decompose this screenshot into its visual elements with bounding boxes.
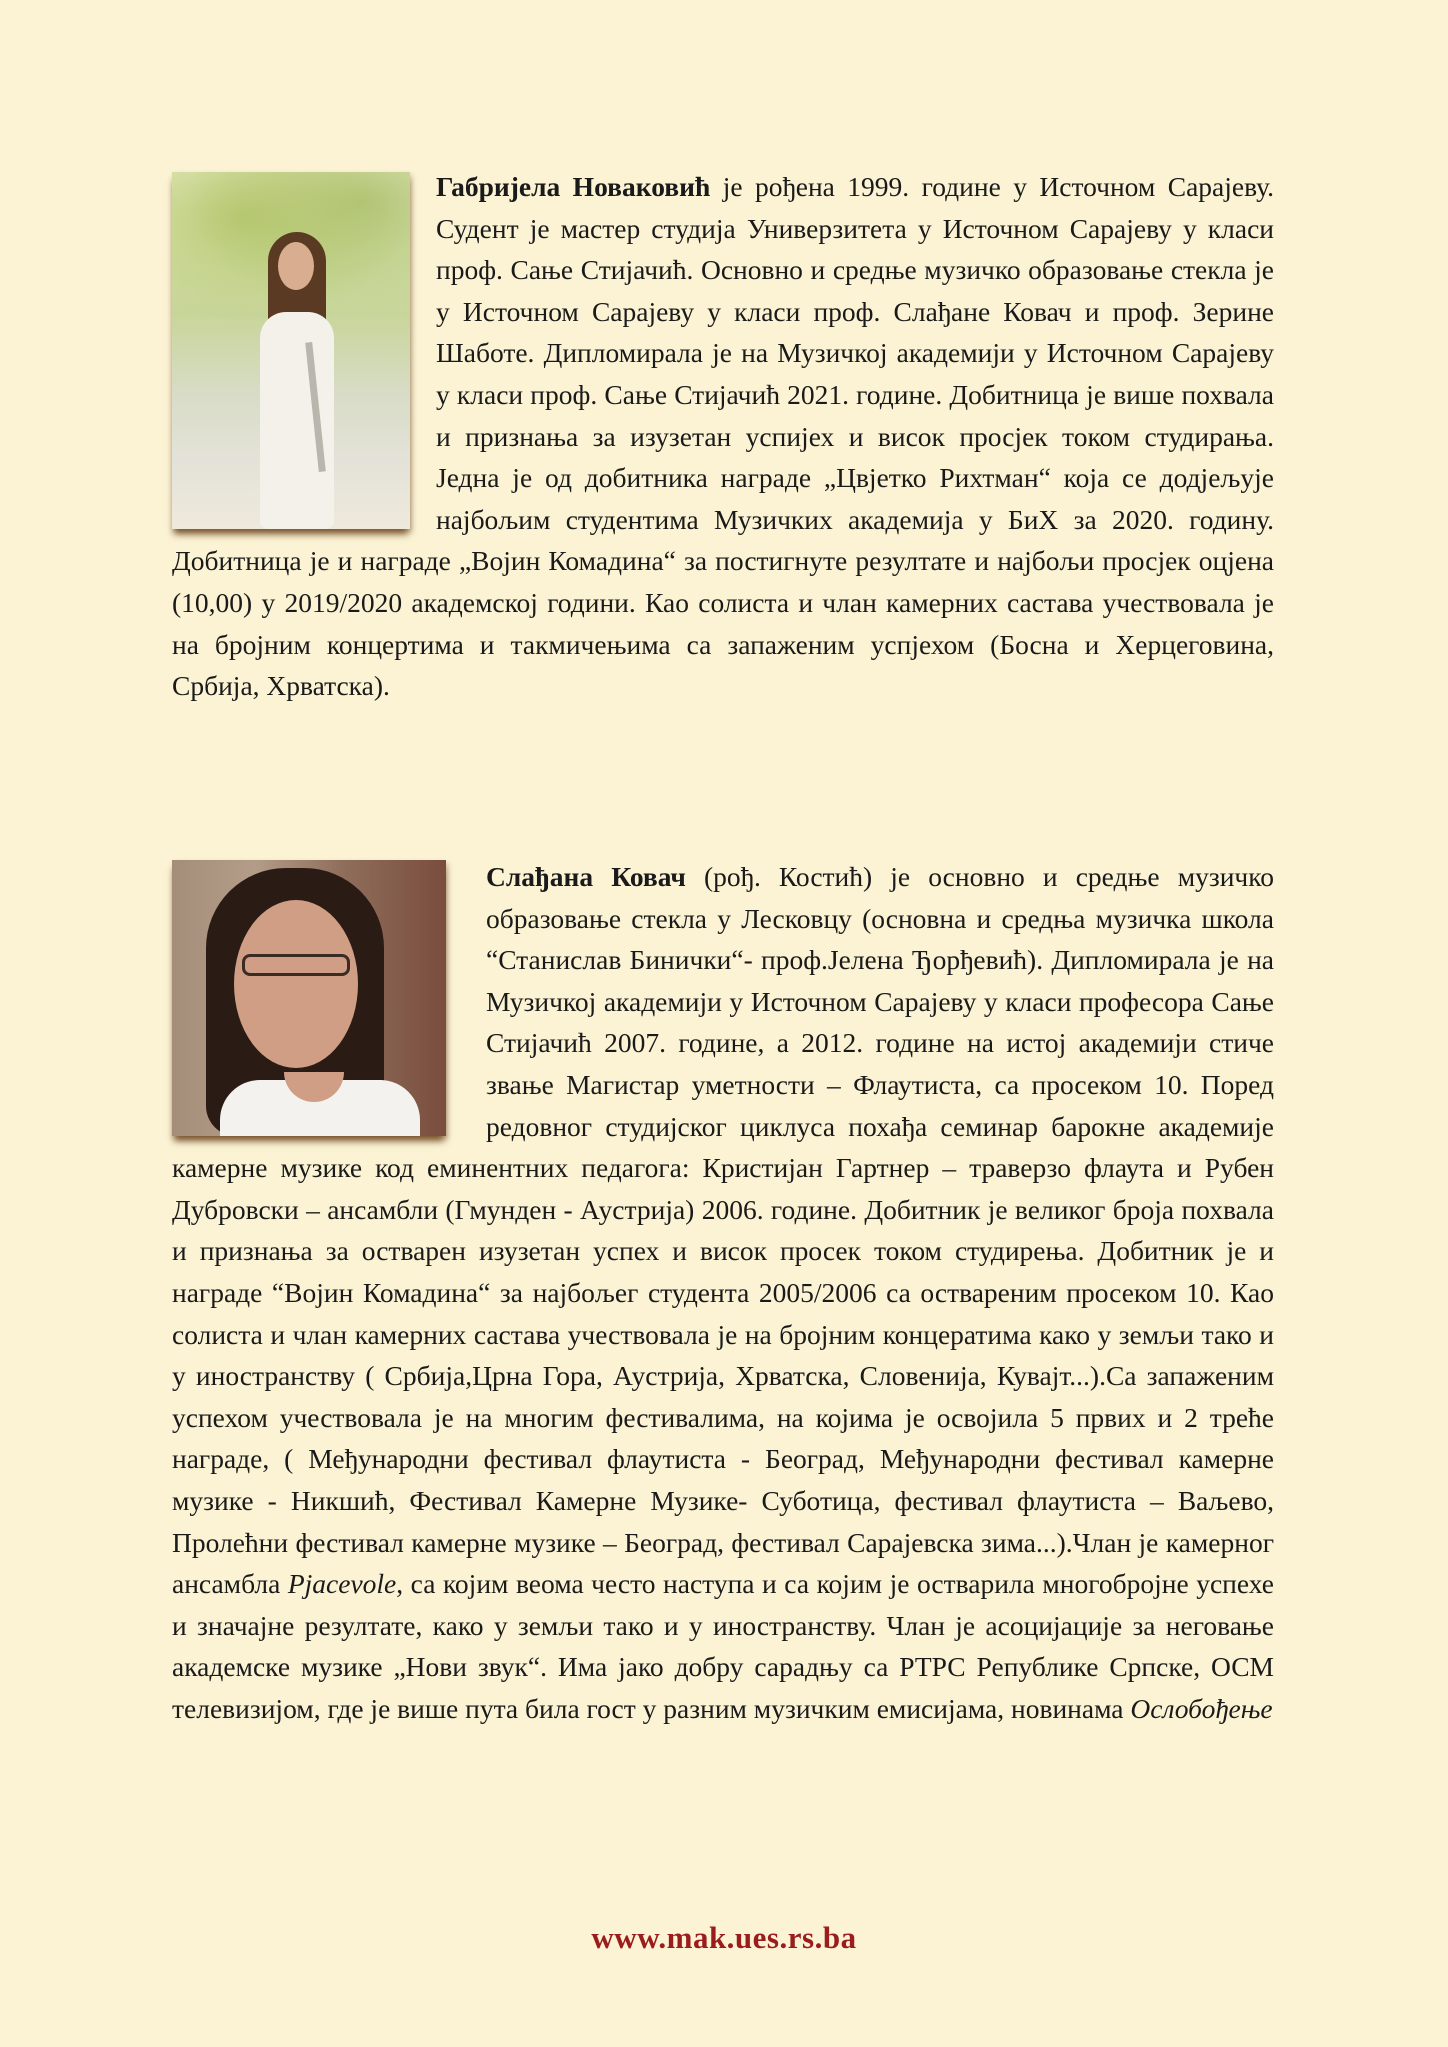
ensemble-name: Pjacevole [287,1568,397,1600]
photo-figure [260,312,334,529]
bio-section-kovac [172,856,1274,1729]
photo-face [234,900,358,1068]
bio-name: Слађана Ковач [486,861,686,892]
footer-website-url: www.mak.ues.rs.ba [591,1920,857,1955]
photo-face [278,242,314,290]
photo-glasses [242,954,350,976]
portrait-photo-novakovic [172,172,410,529]
portrait-photo-kovac [172,860,446,1136]
bio-text: (рођ. Костић) је основно и средње музичко образовање стекла у Лесковцу (основна и средња музичка школа “Станислав Бинички“- проф.Јелена Ђорђевић). Дипломирала је на Музичкој академији у Источном Сарајеву у класи професора Сање Стијачић 2007. године, а 2012. године на истој академији стиче звање Магистар уметности – Флаутиста, са просеком 10. Поред редовног студијског циклуса похађа семинар барокне академије камерне музике код еминентних педагога: Кристијан Гартнер – траверзо флаута и Рубен Дубровски – ансамбли (Гмунден - Аустрија) 2006. године. Добитник је великог броја похвала и признања за остварен изузетан успех и висок просек током студирења. Добитник је и награде “Војин Комадина“ за најбољег студента 2005/2006 са оствареним просеком 10. Као солиста и члан камерних састава учествовала је на бројним концератима како у земљи тако и у иностранству ( Србија,Црна Гора, Аустрија, Хрватска, Словенија, Кувајт...).Са запаженим успехом учествовала је на многим фестивалима, на којима је освојила 5 првих и 2 треће награде, ( Међународни фестивал флаутиста - Београд, Међународни фестивал камерне музике - Никшић, Фестивал Камерне Музике- Суботица, фестивал флаутиста – Ваљево, Пролећни фестивал камерне музике – Београд, фестивал Сарајевска зима...).Члан је камерног ансамбла [172,861,1274,1600]
bio-text: је рођена 1999. године у Источном Сарајеву. Судент је мастер студија Универзитета у Источном Сарајеву у класи проф. Сање Стијачић. Основно и средње музичко образовање стекла је у Источном Сарајеву у класи проф. Слађане Ковач и проф. Зерине Шаботе. Дипломирала је на Музичкој академији у Источном Сарајеву у класи проф. Сање Стијачић 2021. године. Добитница је више похвала и признања за изузетан успијех и висок просјек током студирања. Једна је од добитника награде „Цвјетко Рихтман“ која се додјељује најбољим студентима Музичких академија у БиХ за 2020. годину. Добитница је и награде „Војин Комадина“ за постигнуте резултате и најбољи просјек оцјена (10,00) у 2019/2020 академској години. Као солиста и члан камерних састава учествовала је на бројним концертима и такмичењима са запаженим успјехом (Босна и Херцеговина, Србија, Хрватска). [172,171,1274,702]
newspaper-name: Ослобођење [1130,1692,1273,1724]
bio-name: Габријела Новаковић [436,171,711,202]
bio-section-novakovic [172,166,1274,707]
bio-text-continued: , са којим веома често наступа и са којим је остварила многобројне успехе и значајне резултате, како у земљи тако и у иностранству. Члан је асоцијације за неговање академске музике „Нови звук“. Има јако добру сарадњу са РТРС Републике Српске, ОСМ телевизијом, где је више пута била гост у разним музичким емисијама, новинама [172,1568,1274,1724]
